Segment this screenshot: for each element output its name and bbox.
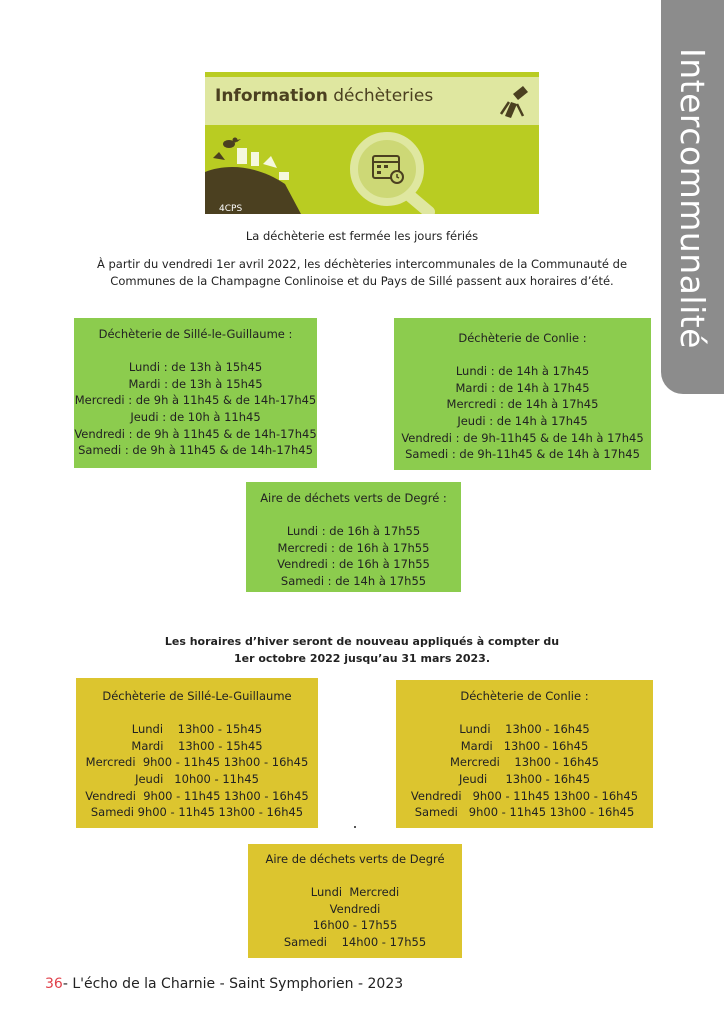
summer-conlie-schedule xyxy=(394,318,651,470)
box-title: Déchèterie de Conlie : xyxy=(458,331,587,345)
schedule-line: Lundi 13h00 - 15h45 xyxy=(131,722,263,737)
page-number: 36 xyxy=(45,976,63,992)
banner-illustration xyxy=(205,72,539,214)
stray-dot xyxy=(354,826,356,828)
banner-logo-text: 4CPS xyxy=(219,204,243,214)
schedule-line: Mardi 13h00 - 15h45 xyxy=(131,738,263,753)
schedule-line: Mercredi 9h00 - 11h45 13h00 - 16h45 xyxy=(85,755,309,770)
summer-intro-line-1: À partir du vendredi 1er avril 2022, les déchèteries intercommunales de la Communauté de xyxy=(96,257,628,271)
section-tab xyxy=(661,0,724,394)
winter-degre-schedule xyxy=(248,844,462,958)
schedule-line: Lundi 13h00 - 16h45 xyxy=(459,722,590,737)
schedule-line: Mardi : de 14h à 17h45 xyxy=(455,380,590,395)
footer-text: - L'écho de la Charnie - Saint Symphorien - 2023 xyxy=(62,976,404,992)
schedule-line: Mercredi 13h00 - 16h45 xyxy=(449,755,600,770)
schedule-line: Samedi 14h00 - 17h55 xyxy=(283,934,427,949)
schedule-line: Vendredi : de 16h à 17h55 xyxy=(277,557,430,572)
winter-conlie-schedule xyxy=(396,680,653,828)
summer-degre-schedule xyxy=(246,482,461,592)
schedule-line: Samedi 9h00 - 11h45 13h00 - 16h45 xyxy=(414,805,635,820)
magnifier-calendar-icon xyxy=(354,136,429,212)
schedule-line: Mercredi : de 14h à 17h45 xyxy=(446,397,599,412)
summer-sille-schedule xyxy=(74,318,317,468)
schedule-line: Samedi : de 9h à 11h45 & de 14h-17h45 xyxy=(78,443,313,458)
page-footer xyxy=(45,976,403,992)
schedule-line: Lundi Mercredi xyxy=(310,885,400,900)
schedule-line: Jeudi 13h00 - 16h45 xyxy=(458,771,591,786)
box-title: Déchèterie de Sillé-Le-Guillaume xyxy=(102,689,292,703)
schedule-line: 16h00 - 17h55 xyxy=(312,918,398,933)
schedule-line: Mardi 13h00 - 16h45 xyxy=(460,738,589,753)
schedule-line: Samedi 9h00 - 11h45 13h00 - 16h45 xyxy=(90,805,304,820)
box-title: Aire de déchets verts de Degré xyxy=(265,852,445,866)
closed-notice: La déchèterie est fermée les jours fériés xyxy=(245,229,479,243)
info-banner xyxy=(205,72,539,214)
schedule-line: Jeudi 10h00 - 11h45 xyxy=(135,771,259,786)
schedule-line: Samedi : de 14h à 17h55 xyxy=(280,573,427,588)
schedule-line: Jeudi : de 10h à 11h45 xyxy=(130,409,261,424)
schedule-line: Mercredi : de 9h à 11h45 & de 14h-17h45 xyxy=(74,393,317,408)
banner-title-rest: déchèteries xyxy=(333,86,434,106)
summer-intro-line-2: Communes de la Champagne Conlinoise et du Pays de Sillé passent aux horaires d’été. xyxy=(110,274,614,288)
banner-title-bold: Information xyxy=(215,86,328,106)
winter-notice-line-1: Les horaires d’hiver seront de nouveau appliqués à compter du xyxy=(164,635,560,648)
winter-notice-line-2: 1er octobre 2022 jusqu’au 31 mars 2023. xyxy=(233,652,491,665)
section-tab-label: Intercommunalité xyxy=(673,48,712,349)
schedule-line: Mercredi : de 16h à 17h55 xyxy=(277,540,430,555)
winter-sille-schedule xyxy=(76,678,318,828)
schedule-line: Samedi : de 9h-11h45 & de 14h à 17h45 xyxy=(405,447,640,462)
schedule-line: Mardi : de 13h à 15h45 xyxy=(128,376,263,391)
box-title: Déchèterie de Conlie : xyxy=(460,689,589,703)
schedule-line: Vendredi xyxy=(329,901,381,916)
schedule-line: Vendredi : de 9h-11h45 & de 14h à 17h45 xyxy=(401,430,644,445)
bird-icon xyxy=(223,138,241,149)
schedule-line: Lundi : de 13h à 15h45 xyxy=(128,360,263,375)
schedule-line: Vendredi : de 9h à 11h45 & de 14h-17h45 xyxy=(74,426,317,441)
box-title: Aire de déchets verts de Degré : xyxy=(260,491,447,505)
schedule-line: Lundi : de 16h à 17h55 xyxy=(286,524,421,539)
schedule-line: Lundi : de 14h à 17h45 xyxy=(455,364,590,379)
binoculars-icon xyxy=(501,86,528,118)
schedule-line: Vendredi 9h00 - 11h45 13h00 - 16h45 xyxy=(410,788,639,803)
schedule-line: Vendredi 9h00 - 11h45 13h00 - 16h45 xyxy=(85,788,309,803)
box-title: Déchèterie de Sillé-le-Guillaume : xyxy=(98,327,293,341)
schedule-line: Jeudi : de 14h à 17h45 xyxy=(457,413,588,428)
